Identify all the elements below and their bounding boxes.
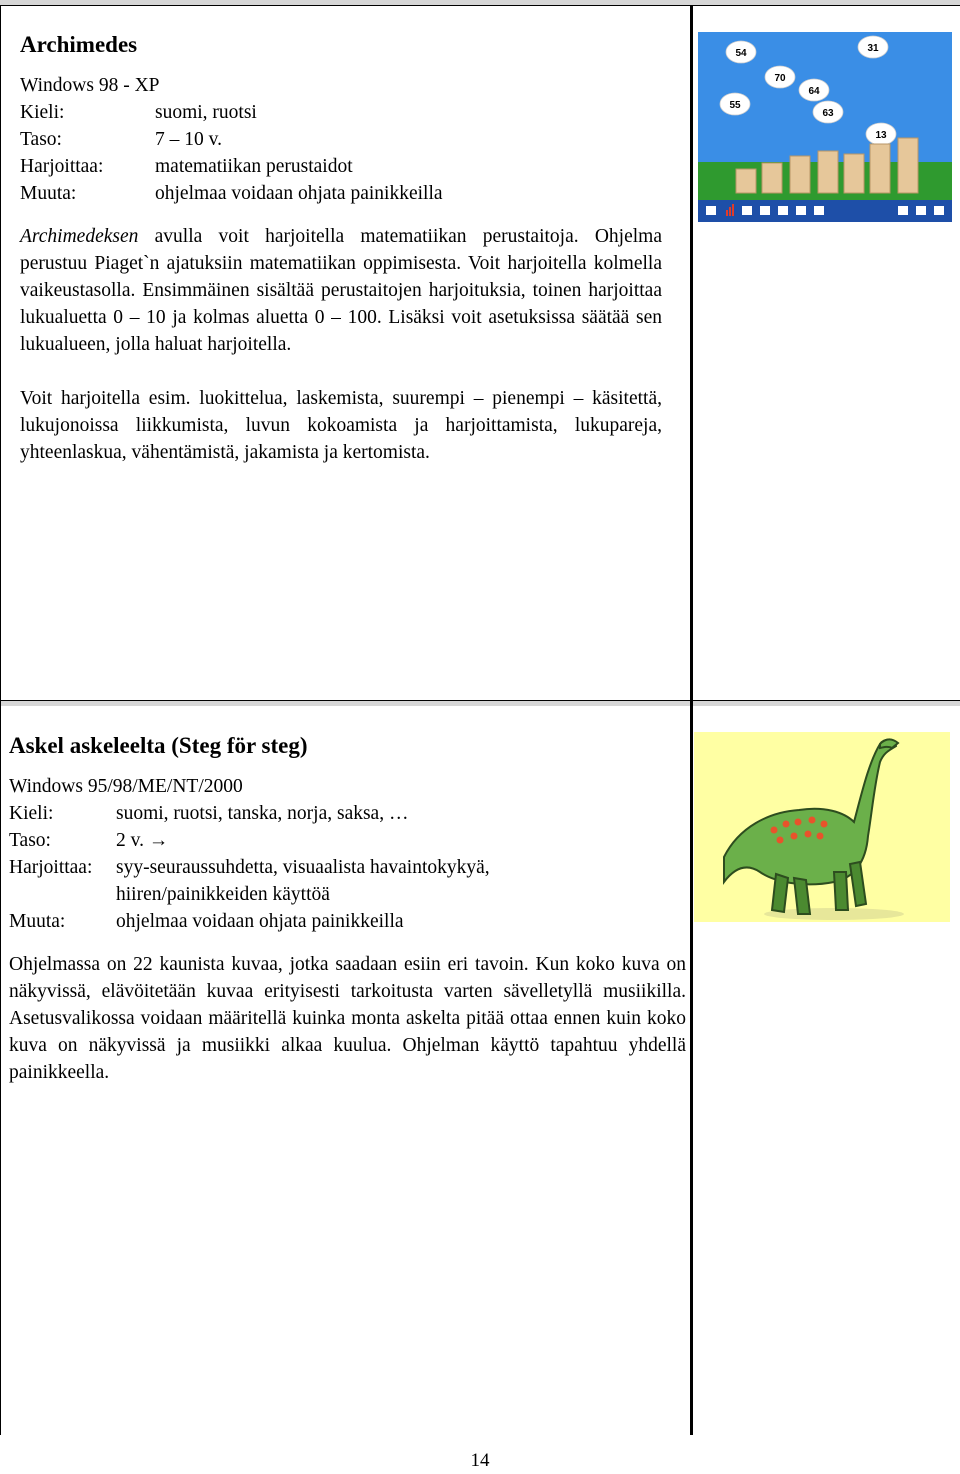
dinosaur-leg <box>834 872 848 910</box>
meta-row <box>9 827 686 854</box>
spot <box>805 831 812 838</box>
meta-row <box>20 99 662 126</box>
toolbar-button[interactable] <box>742 206 752 215</box>
meta-label: Kieli: <box>9 803 54 824</box>
toolbar-button[interactable] <box>778 206 788 215</box>
meta-value: matematiikan perustaidot <box>155 156 353 177</box>
entry-askel <box>9 731 686 1086</box>
meta-row <box>20 153 662 180</box>
meta-value: suomi, ruotsi, tanska, norja, saksa, … <box>116 803 409 824</box>
os-line <box>20 72 662 99</box>
os-text: Windows 95/98/ME/NT/2000 <box>9 776 243 797</box>
toolbar <box>698 200 952 222</box>
left-border <box>0 5 1 1435</box>
bar-icon <box>732 204 734 216</box>
meta-row <box>20 180 662 207</box>
meta-value: 2 v. → <box>116 830 169 851</box>
number-block <box>844 154 864 193</box>
number-label: 31 <box>867 43 879 54</box>
meta-value: ohjelmaa voidaan ohjata painikkeilla <box>116 911 404 932</box>
toolbar-button[interactable] <box>814 206 824 215</box>
number-block <box>898 138 918 193</box>
number-label: 64 <box>808 86 820 97</box>
number-block <box>736 169 756 193</box>
toolbar-button[interactable] <box>934 206 944 215</box>
exercises-paragraph: Voit harjoitella esim. luokittelua, laskemista, suurempi – pienempi – käsitettä, lukujonoissa liikkumista, luvun kokoamista ja harjoittamista, lukupareja, yhteenlaskua, vähentämistä, jakamista ja kertomista. <box>20 388 662 463</box>
number-label: 54 <box>735 48 747 59</box>
top-border-line <box>0 5 960 6</box>
toolbar-button[interactable] <box>796 206 806 215</box>
spot <box>795 819 802 826</box>
description-text: avulla voit harjoitella matematiikan perustaitoja. Ohjelma perustuu Piaget`n ajatuksiin matematiikan oppimisesta. Voit harjoitella kolmella vaikeustasolla. Ensimmäinen sisältää perustaitojen harjoituksia, toinen harjoittaa lukualuetta 0 – 10 ja kolmas aluetta 0 – 100. Lisäksi voit asetuksissa säätää sen lukualueen, jolla haluat harjoitella. <box>20 226 662 355</box>
meta-row <box>20 126 662 153</box>
spot <box>771 827 778 834</box>
description-paragraph: Ohjelmassa on 22 kaunista kuvaa, jotka saadaan esiin eri tavoin. Kun koko kuva on näkyvissä, elävöitetään kuvaa erityisesti tarkoitusta varten sävelletyllä musiikilla. Asetusvalikossa voidaan määritellä kuinka monta askelta pitää ottaa ennen kuin koko kuva on näkyvissä ja musiikki alkaa kuulua. Ohjelman käyttö tapahtuu yhdellä painikkeella. <box>9 954 686 1083</box>
number-label: 13 <box>875 130 887 141</box>
meta-label: Harjoittaa: <box>9 857 93 878</box>
section-divider-line <box>0 700 960 701</box>
spot <box>783 821 790 828</box>
os-text: Windows 98 - XP <box>20 75 160 96</box>
bar-icon <box>726 210 728 216</box>
dinosaur-leg <box>850 862 866 906</box>
meta-value: syy-seuraussuhdetta, visuaalista havaintokykyä, hiiren/painikkeiden käyttöä <box>116 857 490 905</box>
os-line <box>9 773 686 800</box>
meta-label: Taso: <box>20 129 62 150</box>
number-label: 70 <box>774 73 786 84</box>
number-label: 55 <box>729 100 741 111</box>
meta-block <box>9 773 686 935</box>
meta-row <box>9 908 686 935</box>
dinosaur-scene <box>694 732 950 922</box>
meta-label: Taso: <box>9 830 51 851</box>
number-block <box>818 151 838 193</box>
column-divider <box>690 5 693 1435</box>
meta-block <box>20 72 662 207</box>
spot <box>809 817 816 824</box>
meta-label: Muuta: <box>9 911 66 932</box>
toolbar-button[interactable] <box>916 206 926 215</box>
number-block <box>762 163 782 193</box>
program-name-italic: Archimedeksen <box>20 226 139 247</box>
dinosaur-image <box>694 732 950 922</box>
toolbar-button[interactable] <box>760 206 770 215</box>
archimedes-scene <box>698 32 952 222</box>
meta-value: 7 – 10 v. <box>155 129 222 150</box>
toolbar-button[interactable] <box>706 206 716 215</box>
meta-row <box>9 854 686 908</box>
number-block <box>790 156 810 193</box>
spot <box>821 821 828 828</box>
dinosaur-leg <box>772 874 788 912</box>
number-label: 63 <box>822 108 834 119</box>
spot <box>791 833 798 840</box>
toolbar-button[interactable] <box>898 206 908 215</box>
description-paragraph <box>20 223 662 358</box>
number-block <box>870 144 890 193</box>
page-number: 14 <box>470 1450 490 1471</box>
entry-title: Askel askeleelta (Steg för steg) <box>9 733 308 758</box>
archimedes-screenshot <box>698 32 952 222</box>
entry-title: Archimedes <box>20 32 138 57</box>
bar-icon <box>729 207 731 216</box>
meta-row <box>9 800 686 827</box>
spot <box>817 833 824 840</box>
meta-value: ohjelmaa voidaan ohjata painikkeilla <box>155 183 443 204</box>
meta-label: Kieli: <box>20 102 65 123</box>
dinosaur-body <box>724 740 896 885</box>
meta-label: Muuta: <box>20 183 77 204</box>
spot <box>777 837 784 844</box>
meta-value: suomi, ruotsi <box>155 102 257 123</box>
entry-archimedes <box>20 30 662 466</box>
meta-label: Harjoittaa: <box>20 156 104 177</box>
